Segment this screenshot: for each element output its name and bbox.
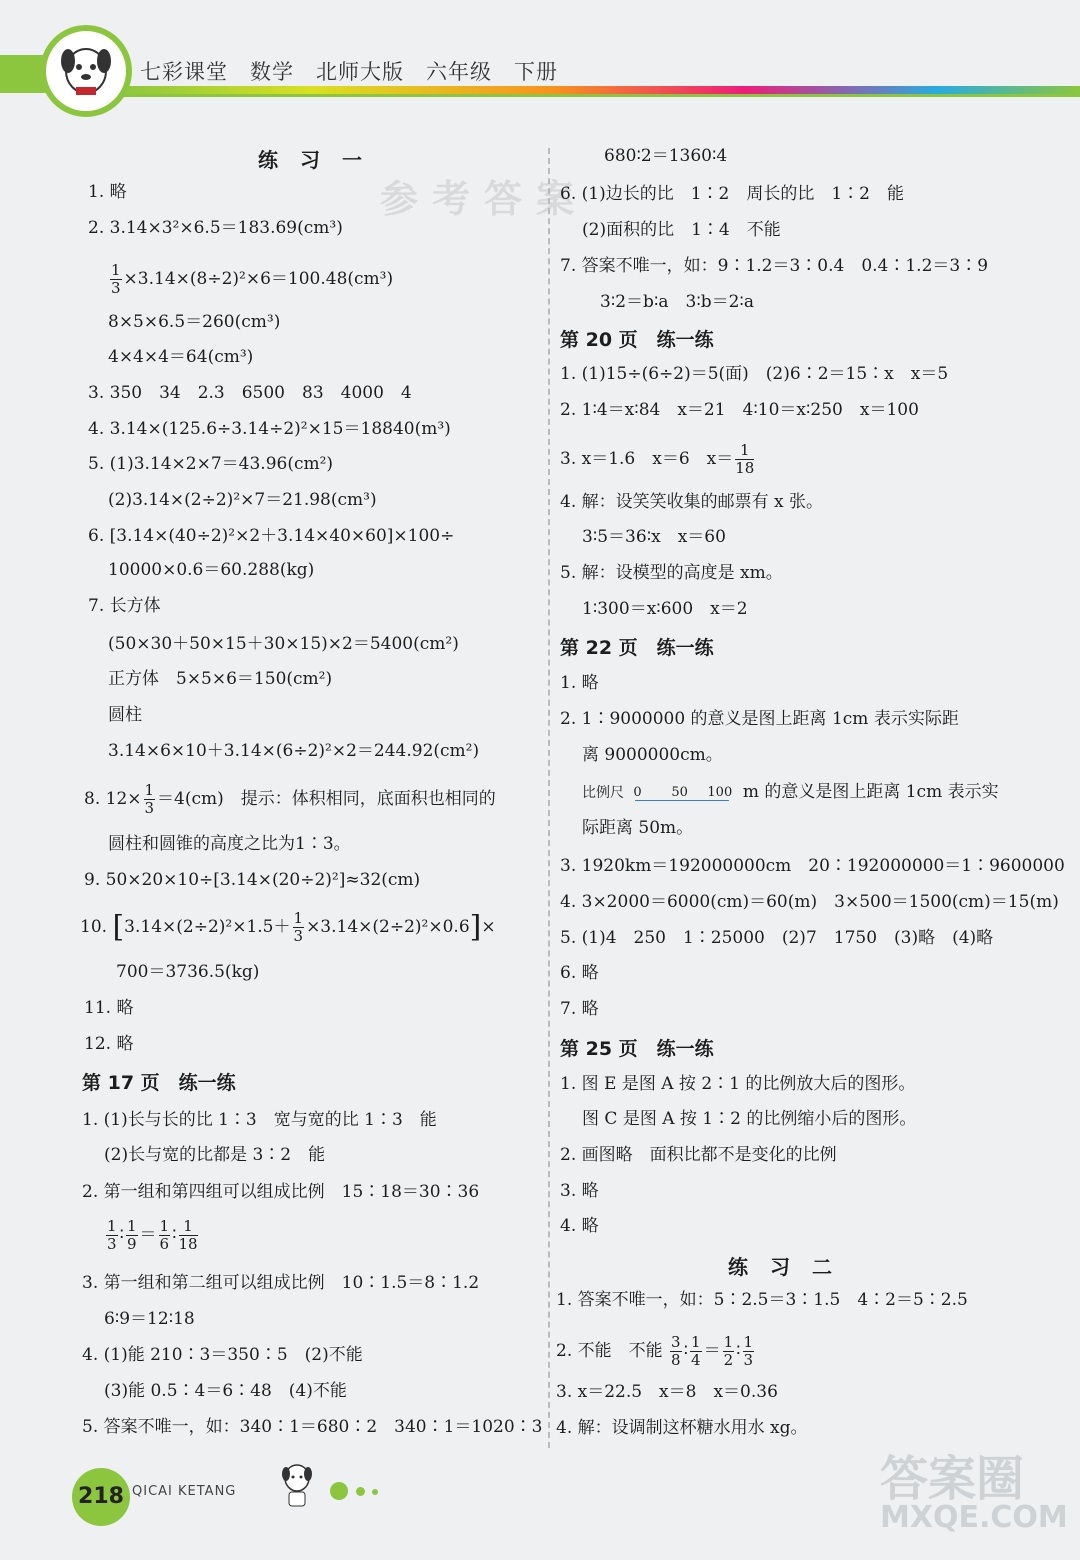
answer-line: 1. 略: [560, 673, 599, 693]
answer-line: 1. 答案不唯一，如：5∶2.5＝3∶1.5 4∶2＝5∶2.5: [556, 1290, 968, 1310]
fraction: $\frac{1}{3}$: [743, 1333, 754, 1369]
answer-line-with-scale: 比例尺 0 50 100 m 的意义是图上距离 1cm 表示实: [582, 780, 999, 805]
answer-line: 700＝3736.5(kg): [116, 962, 260, 982]
page-number: 218: [72, 1468, 130, 1526]
answer-line: 12. 略: [84, 1034, 134, 1054]
answer-line: 5. 答案不唯一，如：340∶1＝680∶2 340∶1＝1020∶3: [82, 1417, 543, 1437]
answer-line: 6. 略: [560, 963, 599, 983]
answer-line: 1. (1)长与长的比 1∶3 宽与宽的比 1∶3 能: [82, 1110, 437, 1130]
answer-line-with-fraction: 10. [3.14×(2÷2)²×1.5＋ $\frac{1}{3}$ ×3.14×(2÷2)²×0.6]×: [80, 909, 496, 945]
answer-line: 正方体 5×5×6＝150(cm²): [108, 669, 333, 689]
watermark-logo: 答案圈: [880, 1451, 1025, 1507]
header-title: 七彩课堂 数学 北师大版 六年级 下册: [140, 60, 558, 84]
fraction: $\frac{1}{3}$: [107, 1217, 117, 1253]
fraction: $\frac{3}{8}$: [671, 1333, 681, 1369]
faded-background-text: 参考答案: [380, 176, 589, 221]
answer-line: 2. 1∶9000000 的意义是图上距离 1cm 表示实际距: [560, 709, 959, 729]
fraction-equation: $\frac{1}{3}$ ∶ $\frac{1}{9}$ ＝ $\frac{1}{6}$ ∶ $\frac{1}{18}$: [107, 1217, 198, 1253]
answer-line: 4×4×4＝64(cm³): [108, 347, 254, 367]
fraction: $\frac{1}{18}$: [735, 441, 755, 477]
answer-line: 5. (1)4 250 1∶25000 (2)7 1750 (3)略 (4)略: [560, 928, 994, 948]
answer-line: (3)能 0.5∶4＝6∶48 (4)不能: [104, 1381, 347, 1401]
answer-line-with-fraction: 8. 12× $\frac{1}{3}$ ＝4(cm) 提示：体积相同，底面积也相同的: [84, 781, 496, 817]
answer-line-with-fraction: $\frac{1}{3}$ ×3.14×(8÷2)²×6＝100.48(cm³): [111, 261, 394, 297]
answer-line: 9. 50×20×10÷[3.14×(20÷2)²]≈32(cm): [84, 870, 421, 890]
answer-line: 7. 长方体: [88, 596, 161, 616]
answer-line: 8×5×6.5＝260(cm³): [108, 312, 281, 332]
answer-line: 7. 答案不唯一，如：9∶1.2＝3∶0.4 0.4∶1.2＝3∶9: [560, 256, 989, 276]
answer-line: 10000×0.6＝60.288(kg): [108, 560, 315, 580]
fraction: $\frac{1}{6}$: [159, 1217, 170, 1253]
answer-line: 3. 第一组和第二组可以组成比例 10∶1.5＝8∶1.2: [82, 1273, 480, 1293]
answer-line: 1. 略: [88, 182, 127, 202]
answer-line: 3∶2＝b∶a 3∶b＝2∶a: [600, 292, 754, 312]
answer-line: 6∶9＝12∶18: [104, 1309, 195, 1329]
section-heading-page-25: 第 25 页 练一练: [560, 1038, 714, 1060]
answer-line: 离 9000000cm。: [582, 745, 723, 765]
answer-line: 6. [3.14×(40÷2)²×2＋3.14×40×60]×100÷: [88, 526, 455, 546]
answer-line: 2. 3.14×3²×6.5＝183.69(cm³): [88, 218, 343, 238]
answer-line: 680∶2＝1360∶4: [604, 146, 728, 166]
answer-line-with-fraction: 2. 不能 不能 $\frac{3}{8}$ ∶ $\frac{1}{4}$ ＝ $\frac{1}{2}$ ∶ $\frac{1}{3}$: [556, 1333, 754, 1369]
answer-line: 4. (1)能 210∶3＝350∶5 (2)不能: [82, 1345, 363, 1365]
fraction: $\frac{1}{2}$: [723, 1333, 734, 1369]
section-title-exercise-2: 练习二: [728, 1255, 854, 1279]
footer-mascot-icon: [272, 1456, 322, 1520]
fraction: $\frac{1}{3}$: [293, 909, 304, 945]
page-header: [0, 0, 1080, 110]
answer-line: 圆柱和圆锥的高度之比为1∶3。: [108, 834, 351, 854]
header-green-line: [120, 94, 1080, 97]
mascot-dog-icon: [40, 25, 132, 117]
section-heading-page-22: 第 22 页 练一练: [560, 637, 714, 659]
answer-line: 2. 第一组和第四组可以组成比例 15∶18＝30∶36: [82, 1182, 480, 1202]
header-rainbow-line: [120, 86, 1080, 94]
watermark-url: MXQE.COM: [880, 1500, 1068, 1535]
answer-line: 2. 画图略 面积比都不是变化的比例: [560, 1145, 837, 1165]
answer-line: 5. (1)3.14×2×7＝43.96(cm²): [88, 454, 334, 474]
answer-line: 图 C 是图 A 按 1∶2 的比例缩小后的图形。: [582, 1109, 917, 1129]
section-title-exercise-1: 练习一: [258, 148, 384, 172]
answer-line: (50×30＋50×15＋30×15)×2＝5400(cm²): [108, 634, 459, 654]
section-heading-page-20: 第 20 页 练一练: [560, 329, 714, 351]
answer-line: 4. 略: [560, 1216, 599, 1236]
answer-line: 6. (1)边长的比 1∶2 周长的比 1∶2 能: [560, 184, 904, 204]
answer-line: 3. 略: [560, 1181, 599, 1201]
fraction: $\frac{1}{18}$: [178, 1217, 198, 1253]
answer-line: (2)面积的比 1∶4 不能: [582, 220, 781, 240]
fraction: $\frac{1}{3}$: [111, 261, 121, 297]
answer-line: 3. 1920km＝192000000cm 20∶192000000＝1∶9600000: [560, 856, 1065, 876]
answer-line: 际距离 50m。: [582, 818, 694, 838]
column-divider: [548, 148, 550, 1448]
answer-line: 5. 解：设模型的高度是 xm。: [560, 563, 783, 583]
answer-line: 4. 3.14×(125.6÷3.14÷2)²×15＝18840(m³): [88, 419, 451, 439]
section-heading-page-17: 第 17 页 练一练: [82, 1072, 236, 1094]
answer-line: 3. 350 34 2.3 6500 83 4000 4: [88, 383, 412, 403]
answer-line: 4. 解：设笑笑收集的邮票有 x 张。: [560, 492, 824, 512]
answer-line: (2)3.14×(2÷2)²×7＝21.98(cm³): [108, 490, 377, 510]
answer-line: 1. 图 E 是图 A 按 2∶1 的比例放大后的图形。: [560, 1074, 916, 1094]
scale-bar: 0 50 100: [633, 784, 733, 800]
answer-line: 1. (1)15÷(6÷2)＝5(面) (2)6∶2＝15∶x x＝5: [560, 364, 949, 384]
answer-line: 圆柱: [108, 705, 142, 725]
answer-line: 11. 略: [84, 998, 134, 1018]
answer-line: 4. 解：设调制这杯糖水用水 xg。: [556, 1418, 808, 1438]
fraction: $\frac{1}{4}$: [691, 1333, 701, 1369]
fraction: $\frac{1}{3}$: [144, 781, 155, 817]
answer-line: 7. 略: [560, 999, 599, 1019]
answer-line: 3.14×6×10＋3.14×(6÷2)²×2＝244.92(cm²): [108, 741, 480, 761]
answer-line: 1∶300＝x∶600 x＝2: [582, 599, 748, 619]
answer-line: 2. 1∶4＝x∶84 x＝21 4∶10＝x∶250 x＝100: [560, 400, 919, 420]
footer-brand: QICAI KETANG: [132, 1484, 237, 1499]
answer-line-with-fraction: 3. x＝1.6 x＝6 x＝ $\frac{1}{18}$: [560, 441, 755, 477]
fraction: $\frac{1}{9}$: [126, 1217, 137, 1253]
answer-line: (2)长与宽的比都是 3∶2 能: [104, 1145, 326, 1165]
answer-line: 4. 3×2000＝6000(cm)＝60(m) 3×500＝1500(cm)＝15(m): [560, 892, 1059, 912]
answer-line: 3. x＝22.5 x＝8 x＝0.36: [556, 1382, 778, 1402]
answer-line: 3∶5＝36∶x x＝60: [582, 527, 726, 547]
